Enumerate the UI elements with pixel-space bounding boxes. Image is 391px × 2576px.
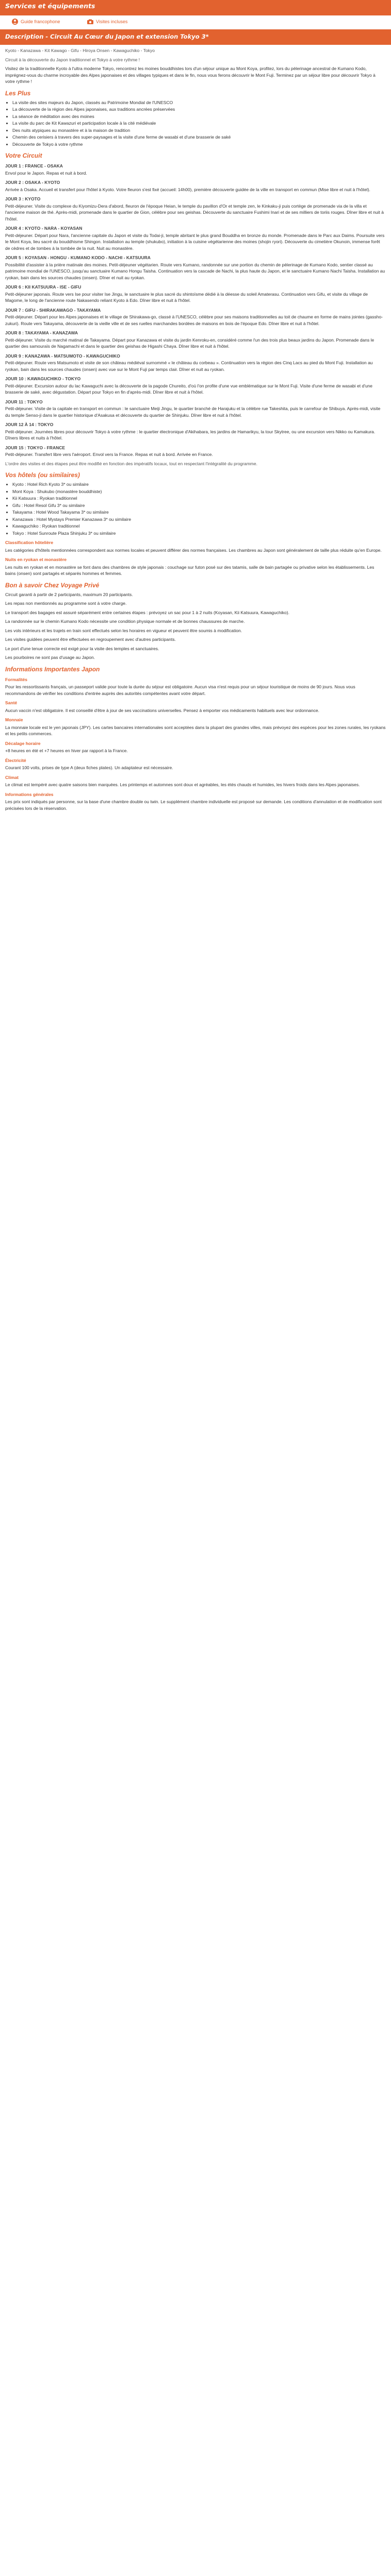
paragraph: Les vols intérieurs et les trajets en train sont effectués selon les horaires en vigueur et peuvent être soumis à modification. [5, 628, 242, 633]
info-block-text: Pour les ressortissants français, un passeport valide pour toute la durée du séjour est obligatoire. Aucun visa n'est requis pour un séjour touristique de moins de 90 jours. Nous vous recommandons de vérifier les conditions d'entrée auprès des autorités compétentes avant votre départ. [5, 684, 355, 696]
paragraph: Les repas non mentionnés au programme sont à votre charge. [5, 601, 127, 606]
day-text: Petit-déjeuner. Transfert libre vers l'aéroport. Envol vers la France. Repas et nuit à bord. Arrivée en France. [5, 452, 213, 457]
day-title: JOUR 11 : TOKYO [5, 399, 43, 404]
day-title: JOUR 6 : KII KATSUURA - ISE - GIFU [5, 284, 82, 290]
camera-icon [87, 18, 94, 25]
description-header [0, 29, 391, 45]
day-title: JOUR 12 À 14 : TOKYO [5, 422, 54, 427]
services-header [0, 0, 391, 15]
paragraph: Les pourboires ne sont pas d'usage au Japon. [5, 655, 95, 660]
day-text: Petit-déjeuner. Départ pour Nara, l'ancienne capitale du Japon et visite du Todai-ji, temple abritant le plus grand Bouddha en bronze du monde. Promenade dans le Parc aux Daims. Poursuite vers le Mont Koya, lieu sacré du bouddhisme Shingon. Installation au temple (shukubo), initiation à la cuisine végétarienne des moines (shojin ryori). Découverte du cimetière Okunoin, immense forêt de cèdres et de tombes à la tombée de la nuit. Nuit au monastère. [5, 232, 385, 251]
list-item: • La visite des sites majeurs du Japon, classés au Patrimoine Mondial de l'UNESCO [12, 99, 386, 106]
infos-title: Informations Importantes Japon [5, 665, 100, 673]
day-text: Envol pour le Japon. Repas et nuit à bord. [5, 170, 87, 176]
info-block-text: Courant 100 volts, prises de type A (deux fiches plates). Un adaptateur est nécessaire. [5, 765, 173, 770]
info-block-text: La monnaie locale est le yen japonais (JPY). Les cartes bancaires internationales sont acceptées dans la plupart des grandes villes, mais prévoyez des espèces pour les zones rurales, les ryokans et les petits commerces. [5, 724, 386, 736]
itinerary-note: L'ordre des visites et des étapes peut être modifié en fonction des impératifs locaux, tout en respectant l'intégralité du programme. [5, 461, 257, 466]
hotels-list [5, 481, 386, 536]
day-title: JOUR 10 : KAWAGUCHIKO - TOKYO [5, 376, 81, 381]
list-item: • Kii Katsuura : Ryokan traditionnel [12, 495, 386, 502]
list-item: • Kyoto : Hotel Rich Kyoto 3* ou similaire [12, 481, 386, 488]
day-title: JOUR 1 : FRANCE - OSAKA [5, 163, 63, 168]
day-title: JOUR 4 : KYOTO - NARA - KOYASAN [5, 226, 83, 231]
info-block-text: Les prix sont indiqués par personne, sur la base d'une chambre double ou twin. Le supplément chambre individuelle est proposé sur demande. Les conditions d'annulation et de modification sont précisées lors de la réservation. [5, 799, 382, 811]
day-text: Petit-déjeuner. Visite de la capitale en transport en commun : le sanctuaire Meiji Jingu, le quartier branché de Harajuku et la célèbre rue Takeshita, puis le carrefour de Shibuya. Après-midi, visite du temple Senso-ji dans le quartier historique d'Asakusa et découverte du quartier de Shinjuku. Dîner libre et nuit à l'hôtel. [5, 406, 381, 418]
day-text: Arrivée à Osaka. Accueil et transfert pour l'hôtel à Kyoto. Votre fleuron s'est fixé (accueil: 14h00), première découverte guidée de la ville en transport en commun (Mise libre et nuit à l'hôtel). [5, 187, 370, 192]
list-item: • Gifu : Hotel Resol Gifu 3* ou similaire [12, 502, 386, 509]
visits-label: Visites incluses [96, 19, 128, 24]
paragraph: Circuit garanti à partir de 2 participants, maximum 20 participants. [5, 591, 133, 597]
list-item: • Des nuits atypiques au monastère et à la maison de tradition [12, 127, 386, 134]
services-title: Services et équipements [5, 2, 95, 10]
day-title: JOUR 3 : KYOTO [5, 196, 41, 201]
list-item: • Mont Koya : Shukubo (monastère bouddhiste) [12, 488, 386, 495]
day-text: Possibilité d'assister à la prière matinale des moines. Petit-déjeuner végétarien. Route vers Kumano, randonnée sur une portion du chemin de pèlerinage de Kumano Kodo, sentier classé au patrimoine mondial de l'UNESCO, jusqu'au sanctuaire Kumano Hongu Taisha. Continuation vers la cascade de Nachi, la plus haute du Japon, et le sanctuaire Kumano Nachi Taisha. Installation au ryokan, bain dans les sources chaudes (onsen). Dîner et nuit au ryokan. [5, 262, 385, 280]
hotels-title: Vos hôtels (ou similaires) [5, 471, 80, 479]
paragraph: Le transport des bagages est assuré séparément entre certaines étapes : prévoyez un sac pour 1 à 2 nuits (Koyasan, Kii Katsuura, Kawaguchiko). [5, 609, 289, 615]
guide-icon [11, 18, 19, 25]
classification-title: Classification hôtelière [5, 540, 54, 545]
itinerary-title: Votre Circuit [5, 152, 42, 159]
info-block-title: Informations générales [5, 791, 54, 797]
description-intro: Visitez de la traditionnelle Kyoto à l'ultra moderne Tokyo, rencontrez les moines bouddhistes lors d'un séjour unique au Mont Koya, profitez, lors du pèlerinage ancestral de Kumano Kodo, imprégnez-vous du charme incroyable des Alpes japonaises et des villages typiques et dans le fin, nous vous ferons découvrir le Mont Fuji. Terminez par un séjour libre pour découvrir Tokyo à votre rythme ! [5, 66, 376, 84]
day-text: Petit-déjeuner. Journées libres pour découvrir Tokyo à votre rythme : le quartier électronique d'Akihabara, les jardins de Hamarikyu, la tour Skytree, ou une excursion vers Nikko ou Kamakura. Dîners libres et nuits à l'hôtel. [5, 429, 376, 440]
guide-item [11, 18, 60, 25]
info-block-title: Monnaie [5, 717, 23, 722]
list-item: • Tokyo : Hotel Sunroute Plaza Shinjuku 3* ou similaire [12, 530, 386, 537]
day-text: Petit-déjeuner. Départ pour les Alpes japonaises et le village de Shirakawa-go, classé à l'UNESCO, célèbre pour ses maisons traditionnelles au toit de chaume en forme de mains jointes (gassho-zukuri). Route vers Takayama, découverte de la vieille ville et de ses ruelles marchandes bordées de maisons en bois de l'époque Edo. Dîner libre et nuit à l'hôtel. [5, 314, 383, 326]
list-item: • Chemin des cerisiers à travers des super-paysages et la visite d'une ferme de wasabi et d'une brasserie de saké [12, 134, 386, 141]
ryokan-text: Les nuits en ryokan et en monastère se font dans des chambres de style japonais : couchage sur futon posé sur des tatamis, salle de bain partagée ou privative selon les établissements. Les bains (onsen) sont partagés et séparés hommes et femmes. [5, 564, 374, 576]
day-title: JOUR 15 : TOKYO - FRANCE [5, 445, 66, 450]
guide-label: Guide francophone [21, 19, 60, 24]
paragraph: Le port d'une tenue correcte est exigé pour la visite des temples et sanctuaires. [5, 646, 159, 651]
list-item: • Kanazawa : Hotel Mystays Premier Kanazawa 3* ou similaire [12, 516, 386, 523]
services-links-row [0, 16, 391, 28]
info-block-title: Électricité [5, 757, 26, 763]
day-text: Petit-déjeuner japonais. Route vers Ise pour visiter Ise Jingu, le sanctuaire le plus sacré du shintoïsme dédié à la déesse du soleil Amaterasu. Continuation vers Gifu, et visite du village de Magome, le long de l'ancienne route Nakasendo reliant Kyoto à Edo. Dîner libre et nuit à l'hôtel. [5, 291, 368, 303]
plus-list [5, 99, 386, 148]
info-block-text: Aucun vaccin n'est obligatoire. Il est conseillé d'être à jour de ses vaccinations universelles. Pensez à emporter vos médicaments habituels avec leur ordonnance. [5, 707, 319, 713]
day-text: Petit-déjeuner. Visite du marché matinal de Takayama. Départ pour Kanazawa et visite du jardin Kenroku-en, considéré comme l'un des trois plus beaux jardins du Japon. Promenade dans le quartier des samouraïs de Nagamachi et dans le quartier des geishas de Higashi Chaya. Dîner libre et nuit à l'hôtel. [5, 337, 374, 349]
info-block-text: +8 heures en été et +7 heures en hiver par rapport à la France. [5, 748, 128, 753]
day-text: Petit-déjeuner. Route vers Matsumoto et visite de son château médiéval surnommé « le château du corbeau ». Continuation vers la région des Cinq Lacs au pied du Mont Fuji. Installation au ryokan, bain dans les sources chaudes (onsen) avec vue sur le Mont Fuji par temps clair. Dîner et nuit au ryokan. [5, 360, 373, 372]
day-title: JOUR 2 : OSAKA - KYOTO [5, 180, 60, 185]
bon-savoir-title: Bon à savoir Chez Voyage Privé [5, 581, 100, 589]
ryokan-title: Nuits en ryokan et monastère [5, 557, 67, 562]
list-item: • Takayama : Hotel Wood Takayama 3* ou similaire [12, 509, 386, 516]
list-item: • Kawaguchiko : Ryokan traditionnel [12, 523, 386, 530]
day-text: Petit-déjeuner. Visite du complexe du Kiyomizu-Dera d'abord, fleuron de l'époque Heian, le temple du pavillon d'Or et temple zen, le Kinkaku-ji puis cortège de promenade via de la villa et l'ancienne maison de thé. Après-midi, promenade dans le quartier de Gion, célèbre pour ses geishas. Découverte du sanctuaire Fushimi Inari et de ses milliers de toriis rouges. Dîner libre et nuit à l'hôtel. [5, 203, 384, 222]
description-subtitle: Circuit à la découverte du Japon traditionnel et Tokyo à votre rythme ! [5, 57, 140, 62]
description-title: Description - Circuit Au Cœur du Japon et extension Tokyo 3* [5, 33, 209, 40]
day-title: JOUR 8 : TAKAYAMA - KANAZAWA [5, 330, 78, 335]
info-block-text: Le climat est tempéré avec quatre saisons bien marquées. Les printemps et automnes sont doux et agréables, les étés chauds et humides, les hivers froids dans les Alpes japonaises. [5, 782, 360, 787]
info-block-title: Climat [5, 774, 19, 780]
list-item: • La découverte de la région des Alpes japonaises, aux traditions ancrées préservées [12, 106, 386, 113]
day-text: Petit-déjeuner. Excursion autour du lac Kawaguchi avec la découverte de la pagode Chureito, d'où l'on profite d'une vue emblématique sur le Mont Fuji. Visite d'une ferme de wasabi et d'une brasserie de saké, avec dégustation. Départ pour Tokyo en fin d'après-midi. Dîner libre et nuit à l'hôtel. [5, 383, 372, 395]
plus-title: Les Plus [5, 89, 31, 97]
visits-item [87, 18, 127, 25]
description-content [5, 47, 386, 814]
paragraph: Les visites guidées peuvent être effectuées en regroupement avec d'autres participants. [5, 637, 176, 642]
list-item: • La séance de méditation avec des moines [12, 113, 386, 120]
day-title: JOUR 7 : GIFU - SHIRAKAWAGO - TAKAYAMA [5, 307, 101, 313]
info-block-title: Formalités [5, 676, 27, 682]
day-title: JOUR 5 : KOYASAN - HONGU - KUMANO KODO - NACHI - KATSUURA [5, 255, 151, 260]
day-title: JOUR 9 : KANAZAWA - MATSUMOTO - KAWAGUCHIKO [5, 353, 120, 359]
classification-text: Les catégories d'hôtels mentionnées correspondent aux normes locales et peuvent différer des normes françaises. Les chambres au Japon sont généralement de taille plus réduite qu'en Europe. [5, 547, 382, 553]
itinerary-line: Kyoto - Kanazawa - Kit Kawago - Gifu - Hiroya Onsen - Kawaguchiko - Tokyo [5, 48, 155, 53]
info-block-title: Décalage horaire [5, 740, 41, 746]
info-block-title: Santé [5, 700, 18, 705]
paragraph: La randonnée sur le chemin Kumano Kodo nécessite une condition physique normale et de bonnes chaussures de marche. [5, 619, 245, 624]
list-item: • La visite du parc de Kit Kawazuri et participation locale à la cité médiévale [12, 120, 386, 127]
list-item: • Découverte de Tokyo à votre rythme [12, 141, 386, 148]
